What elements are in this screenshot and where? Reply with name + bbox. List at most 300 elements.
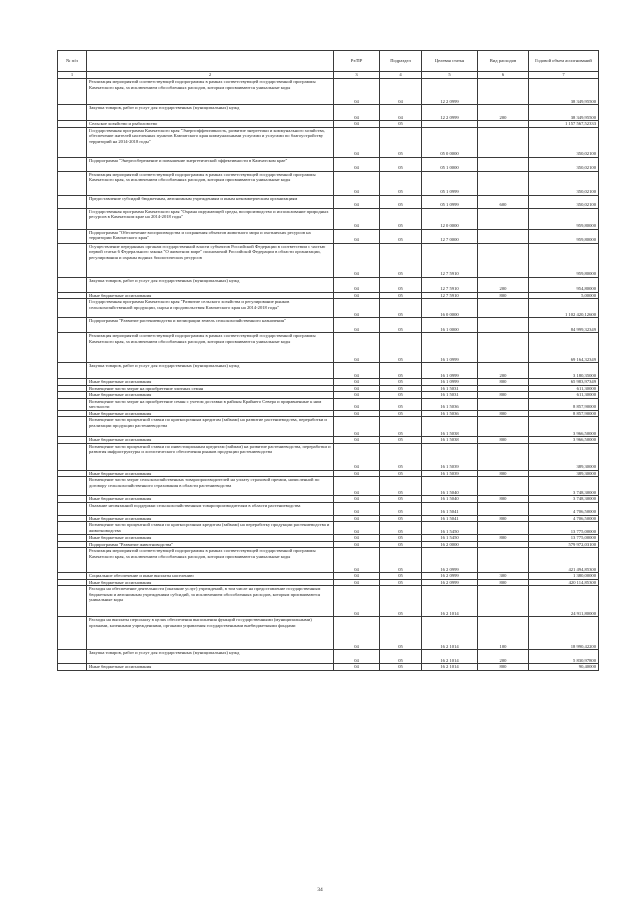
row-number-cell <box>58 617 87 650</box>
row-target-article-cell: 16 1 5040 <box>422 477 478 496</box>
page-number: 34 <box>317 887 323 893</box>
row-target-article-cell: 16 1 5031 <box>422 385 478 392</box>
row-section-cell: 04 <box>334 535 380 542</box>
row-name-cell: Иные бюджетные ассигнования <box>87 470 334 477</box>
row-target-article-cell: 05 1 0999 <box>422 195 478 208</box>
row-expense-type-cell <box>478 243 529 277</box>
row-expense-type-cell <box>478 398 529 410</box>
row-section-cell: 04 <box>334 379 380 386</box>
row-section-cell: 04 <box>334 515 380 522</box>
row-amount-cell: 389,30000 <box>529 470 599 477</box>
row-expense-type-cell <box>478 417 529 437</box>
row-subsection-cell: 05 <box>380 502 422 515</box>
row-section-cell: 04 <box>334 650 380 664</box>
row-subsection-cell: 05 <box>380 477 422 496</box>
row-number-cell <box>58 477 87 496</box>
row-amount-cell: 3 966,50000 <box>529 417 599 437</box>
row-section-cell: 04 <box>334 292 380 299</box>
row-section-cell: 04 <box>334 417 380 437</box>
row-name-cell: Реализация мероприятий соответствующей подпрограммы в рамках соответствующей государственной программы Камчатского края, за исключением обособленных расходов, которым присваиваются уникальные коды <box>87 171 334 195</box>
row-subsection-cell: 05 <box>380 243 422 277</box>
row-amount-cell: 65 983,97349 <box>529 379 599 386</box>
column-number: 3 <box>334 72 380 79</box>
row-subsection-cell: 05 <box>380 541 422 548</box>
row-amount-cell: 5,00000 <box>529 292 599 299</box>
row-target-article-cell: 16 1 5450 <box>422 535 478 542</box>
row-section-cell: 04 <box>334 586 380 617</box>
row-name-cell: Иные бюджетные ассигнования <box>87 535 334 542</box>
column-number: 4 <box>380 72 422 79</box>
row-amount-cell: 959,80000 <box>529 229 599 243</box>
row-amount-cell: 3 748,30000 <box>529 496 599 503</box>
row-target-article-cell: 16 2 1014 <box>422 617 478 650</box>
row-number-cell <box>58 229 87 243</box>
table-row <box>58 299 599 318</box>
row-expense-type-cell: 300 <box>478 573 529 580</box>
row-expense-type-cell <box>478 477 529 496</box>
row-number-cell <box>58 398 87 410</box>
table-row <box>58 586 599 617</box>
row-section-cell: 04 <box>334 541 380 548</box>
row-target-article-cell: 16 1 5031 <box>422 392 478 399</box>
row-name-cell: Возмещение части процентной ставки по краткосрочным кредитам (займам) на развитие растениеводства, переработки и реализации продукции растениеводства <box>87 417 334 437</box>
row-section-cell: 04 <box>334 522 380 535</box>
row-name-cell: Иные бюджетные ассигнования <box>87 392 334 399</box>
row-section-cell: 04 <box>334 105 380 121</box>
table-row <box>58 208 599 229</box>
column-number: 6 <box>478 72 529 79</box>
row-amount-cell: 421 494,85300 <box>529 548 599 573</box>
row-subsection-cell: 05 <box>380 617 422 650</box>
row-expense-type-cell: 800 <box>478 579 529 586</box>
row-subsection-cell: 05 <box>380 385 422 392</box>
row-subsection-cell: 05 <box>380 573 422 580</box>
row-name-cell: Закупка товаров, работ и услуг для государственных (муниципальных) нужд <box>87 277 334 292</box>
row-amount-cell: 959,80000 <box>529 243 599 277</box>
row-amount-cell: 69 164,32349 <box>529 333 599 363</box>
row-expense-type-cell: 200 <box>478 650 529 664</box>
row-subsection-cell: 05 <box>380 363 422 379</box>
row-subsection-cell: 05 <box>380 277 422 292</box>
row-name-cell: Возмещение части процентной ставки по инвестиционным кредитам (займам) на развитие растениеводства, переработки и развития инфраструктуры и логистического обеспечения рынков продукции растениеводства <box>87 443 334 470</box>
row-name-cell: Подпрограмма "Развитие растениеводства и мелиорации земель сельскохозяйственного назначения" <box>87 318 334 333</box>
row-subsection-cell: 05 <box>380 515 422 522</box>
row-target-article-cell: 05 1 0000 <box>422 157 478 171</box>
table-header-row <box>58 51 599 72</box>
row-subsection-cell: 05 <box>380 318 422 333</box>
row-target-article-cell: 16 1 0999 <box>422 363 478 379</box>
row-name-cell: Государственная программа Камчатского края "Развитие сельского хозяйства и регулирование рынков сельскохозяйственной продукции, сырья и продовольствия Камчатского края на 2014-2018 годы" <box>87 299 334 318</box>
row-target-article-cell: 16 1 5041 <box>422 502 478 515</box>
row-amount-cell: 3 180,35000 <box>529 363 599 379</box>
row-section-cell: 04 <box>334 333 380 363</box>
row-name-cell: Социальное обеспечение и иные выплаты населению <box>87 573 334 580</box>
row-expense-type-cell: 200 <box>478 277 529 292</box>
row-subsection-cell: 05 <box>380 333 422 363</box>
row-section-cell: 04 <box>334 121 380 128</box>
row-expense-type-cell: 600 <box>478 195 529 208</box>
row-number-cell <box>58 548 87 573</box>
table-row <box>58 617 599 650</box>
row-amount-cell: 8 857,90000 <box>529 398 599 410</box>
row-name-cell: Иные бюджетные ассигнования <box>87 410 334 417</box>
table-row <box>58 127 599 157</box>
row-section-cell: 04 <box>334 437 380 444</box>
row-target-article-cell: 16 1 5038 <box>422 437 478 444</box>
row-target-article-cell: 12 7 5910 <box>422 292 478 299</box>
row-number-cell <box>58 318 87 333</box>
row-number-cell <box>58 522 87 535</box>
row-name-cell: Подпрограмма "Энергосбережение и повышение энергетической эффективности в Камчатском крае" <box>87 157 334 171</box>
table-row <box>58 363 599 379</box>
table-row <box>58 171 599 195</box>
row-amount-cell: 350,02100 <box>529 127 599 157</box>
column-number-row <box>58 72 599 79</box>
row-name-cell: Возмещение части затрат на приобретение элитных семян <box>87 385 334 392</box>
row-expense-type-cell: 100 <box>478 617 529 650</box>
row-section-cell: 04 <box>334 385 380 392</box>
row-section-cell: 04 <box>334 229 380 243</box>
row-expense-type-cell <box>478 208 529 229</box>
row-name-cell: Иные бюджетные ассигнования <box>87 379 334 386</box>
row-amount-cell: 579 972,03100 <box>529 541 599 548</box>
row-target-article-cell: 16 1 5036 <box>422 398 478 410</box>
row-subsection-cell: 05 <box>380 410 422 417</box>
row-expense-type-cell: 800 <box>478 437 529 444</box>
row-name-cell: Оказание несвязанной поддержки сельскохозяйственным товаропроизводителям в области растениеводства <box>87 502 334 515</box>
row-amount-cell: 90,40000 <box>529 664 599 671</box>
row-target-article-cell: 16 1 5039 <box>422 470 478 477</box>
row-expense-type-cell <box>478 79 529 105</box>
row-target-article-cell: 16 1 5036 <box>422 410 478 417</box>
row-name-cell: Предоставление субсидий бюджетным, автономным учреждениям и иным некоммерческим организациям <box>87 195 334 208</box>
row-name-cell: Иные бюджетные ассигнования <box>87 437 334 444</box>
table-row <box>58 477 599 496</box>
table-row <box>58 398 599 410</box>
row-name-cell: Иные бюджетные ассигнования <box>87 496 334 503</box>
row-target-article-cell: 05 0 0000 <box>422 127 478 157</box>
column-number: 5 <box>422 72 478 79</box>
row-subsection-cell: 05 <box>380 664 422 671</box>
row-target-article-cell: 16 2 0999 <box>422 579 478 586</box>
row-expense-type-cell: 800 <box>478 470 529 477</box>
row-section-cell: 04 <box>334 157 380 171</box>
row-subsection-cell: 05 <box>380 171 422 195</box>
row-expense-type-cell: 200 <box>478 363 529 379</box>
row-expense-type-cell <box>478 229 529 243</box>
row-target-article-cell: 16 1 5040 <box>422 496 478 503</box>
row-expense-type-cell: 800 <box>478 379 529 386</box>
row-number-cell <box>58 195 87 208</box>
row-subsection-cell: 05 <box>380 379 422 386</box>
row-subsection-cell: 05 <box>380 650 422 664</box>
row-target-article-cell: 12 2 0999 <box>422 79 478 105</box>
row-expense-type-cell <box>478 548 529 573</box>
row-target-article-cell: 12 0 0000 <box>422 208 478 229</box>
row-section-cell: 04 <box>334 496 380 503</box>
row-number-cell <box>58 650 87 664</box>
row-expense-type-cell: 800 <box>478 664 529 671</box>
row-amount-cell: 4 706,50000 <box>529 515 599 522</box>
row-expense-type-cell <box>478 443 529 470</box>
row-name-cell: Реализация мероприятий соответствующей подпрограммы в рамках соответствующей государственной программы Камчатского края, за исключением обособленных расходов, которым присваиваются уникальные коды <box>87 79 334 105</box>
row-name-cell: Закупка товаров, работ и услуг для государственных (муниципальных) нужд <box>87 105 334 121</box>
row-name-cell: Возмещение части затрат на приобретение семян с учетом доставки в районы Крайнего Севера и приравненные к ним местности <box>87 398 334 410</box>
row-target-article-cell: 12 7 5910 <box>422 243 478 277</box>
row-section-cell: 04 <box>334 363 380 379</box>
row-amount-cell: 18 990,42200 <box>529 617 599 650</box>
row-number-cell <box>58 243 87 277</box>
row-expense-type-cell <box>478 299 529 318</box>
row-subsection-cell: 05 <box>380 195 422 208</box>
row-number-cell <box>58 208 87 229</box>
row-target-article-cell: 12 7 0000 <box>422 229 478 243</box>
row-subsection-cell: 05 <box>380 417 422 437</box>
row-target-article-cell: 12 7 5910 <box>422 277 478 292</box>
row-target-article-cell: 05 1 0999 <box>422 171 478 195</box>
row-amount-cell: 959,80000 <box>529 208 599 229</box>
row-subsection-cell: 04 <box>380 105 422 121</box>
row-target-article-cell: 16 2 1014 <box>422 650 478 664</box>
row-name-cell: Иные бюджетные ассигнования <box>87 515 334 522</box>
row-target-article-cell: 16 1 5038 <box>422 417 478 437</box>
row-section-cell: 04 <box>334 318 380 333</box>
row-name-cell: Осуществление переданных органам государственной власти субъектов Российской Федерации в соответствии с частью первой статьи 6 Федерального закона "О животном мире" полномочий Российской Федерации в области организации, регулирования и охраны водных биологических ресурсов <box>87 243 334 277</box>
row-number-cell <box>58 277 87 292</box>
row-target-article-cell: 16 1 5041 <box>422 515 478 522</box>
row-expense-type-cell <box>478 171 529 195</box>
header-section: Рз/ПР <box>334 51 380 72</box>
table-row <box>58 664 599 671</box>
header-expense-type: Вид расходов <box>478 51 529 72</box>
row-amount-cell: 1 102 420,12600 <box>529 299 599 318</box>
row-subsection-cell: 05 <box>380 299 422 318</box>
row-subsection-cell: 05 <box>380 157 422 171</box>
row-section-cell: 04 <box>334 127 380 157</box>
row-subsection-cell: 05 <box>380 535 422 542</box>
table-row <box>58 105 599 121</box>
budget-table-sheet <box>57 50 598 671</box>
table-row <box>58 650 599 664</box>
row-expense-type-cell <box>478 127 529 157</box>
budget-table <box>57 50 599 671</box>
row-expense-type-cell: 800 <box>478 392 529 399</box>
row-section-cell: 04 <box>334 299 380 318</box>
row-section-cell: 04 <box>334 477 380 496</box>
row-name-cell: Иные бюджетные ассигнования <box>87 664 334 671</box>
row-target-article-cell: 16 1 0999 <box>422 333 478 363</box>
row-amount-cell: 3 748,30000 <box>529 477 599 496</box>
row-amount-cell: 13 775,00000 <box>529 522 599 535</box>
row-subsection-cell: 05 <box>380 437 422 444</box>
row-section-cell: 04 <box>334 579 380 586</box>
table-row <box>58 548 599 573</box>
row-subsection-cell: 05 <box>380 579 422 586</box>
row-subsection-cell: 04 <box>380 79 422 105</box>
table-row <box>58 333 599 363</box>
row-subsection-cell: 05 <box>380 443 422 470</box>
table-row <box>58 195 599 208</box>
table-row <box>58 417 599 437</box>
row-name-cell: Реализация мероприятий соответствующей подпрограммы в рамках соответствующей государственной программы Камчатского края, за исключением обособленных расходов, которым присваиваются уникальные коды <box>87 333 334 363</box>
row-expense-type-cell <box>478 522 529 535</box>
row-amount-cell: 24 911,80000 <box>529 586 599 617</box>
table-row <box>58 277 599 292</box>
row-number-cell <box>58 417 87 437</box>
row-name-cell: Государственная программа Камчатского края "Энергоэффективность, развитие энергетики и коммунального хозяйства, обеспечение жителей населенных пунктов Камчатского края коммунальными услугами и услугами по благоустройству территорий на 2014-2018 годы" <box>87 127 334 157</box>
row-section-cell: 04 <box>334 617 380 650</box>
table-row <box>58 79 599 105</box>
row-section-cell: 04 <box>334 171 380 195</box>
row-amount-cell: 5 830,97800 <box>529 650 599 664</box>
row-number-cell <box>58 443 87 470</box>
row-amount-cell: 4 706,50000 <box>529 502 599 515</box>
row-amount-cell: 611,30000 <box>529 392 599 399</box>
table-row <box>58 157 599 171</box>
row-amount-cell: 38 349,95500 <box>529 79 599 105</box>
row-subsection-cell: 05 <box>380 121 422 128</box>
row-number-cell <box>58 664 87 671</box>
row-number-cell <box>58 127 87 157</box>
table-body <box>58 79 599 671</box>
row-name-cell: Возмещение части процентной ставки по краткосрочным кредитам (займам) на переработку продукции растениеводства и животноводства <box>87 522 334 535</box>
row-amount-cell: 13 775,00000 <box>529 535 599 542</box>
row-number-cell <box>58 586 87 617</box>
row-number-cell <box>58 157 87 171</box>
row-section-cell: 04 <box>334 573 380 580</box>
table-row <box>58 229 599 243</box>
row-target-article-cell: 16 0 0000 <box>422 299 478 318</box>
row-name-cell: Подпрограмма "Обеспечение воспроизводства и сохранения объектов животного мира и охотничьих ресурсов на территории Камчатского края" <box>87 229 334 243</box>
row-section-cell: 04 <box>334 79 380 105</box>
header-target-article: Целевая статья <box>422 51 478 72</box>
row-section-cell: 04 <box>334 548 380 573</box>
row-subsection-cell: 05 <box>380 392 422 399</box>
row-name-cell: Государственная программа Камчатского края "Охрана окружающей среды, воспроизводство и использование природных ресурсов в Камчатском крае на 2014-2018 годы" <box>87 208 334 229</box>
row-amount-cell: 350,02100 <box>529 157 599 171</box>
row-expense-type-cell <box>478 586 529 617</box>
row-expense-type-cell <box>478 502 529 515</box>
row-expense-type-cell: 800 <box>478 535 529 542</box>
row-section-cell: 04 <box>334 277 380 292</box>
row-amount-cell: 38 349,95500 <box>529 105 599 121</box>
header-annual-amount: Годовой объем ассигнований <box>529 51 599 72</box>
row-expense-type-cell: 800 <box>478 410 529 417</box>
row-number-cell <box>58 502 87 515</box>
row-subsection-cell: 05 <box>380 586 422 617</box>
row-number-cell <box>58 299 87 318</box>
row-amount-cell: 350,02100 <box>529 171 599 195</box>
row-name-cell: Подпрограмма "Развитие животноводства" <box>87 541 334 548</box>
row-subsection-cell: 05 <box>380 208 422 229</box>
row-target-article-cell: 16 2 0999 <box>422 573 478 580</box>
row-name-cell: Реализация мероприятий соответствующей подпрограммы в рамках соответствующей государственной программы Камчатского края, за исключением обособленных расходов, которым присваиваются уникальные коды <box>87 548 334 573</box>
row-expense-type-cell <box>478 318 529 333</box>
row-section-cell: 04 <box>334 398 380 410</box>
header-row-number: № п/п <box>58 51 87 72</box>
row-number-cell <box>58 79 87 105</box>
row-expense-type-cell: 200 <box>478 105 529 121</box>
row-expense-type-cell: 800 <box>478 496 529 503</box>
row-name-cell: Закупка товаров, работ и услуг для государственных (муниципальных) нужд <box>87 650 334 664</box>
row-amount-cell: 3 966,50000 <box>529 437 599 444</box>
header-name <box>87 51 334 72</box>
row-section-cell: 04 <box>334 410 380 417</box>
row-subsection-cell: 05 <box>380 470 422 477</box>
row-target-article-cell: 16 1 0999 <box>422 379 478 386</box>
row-expense-type-cell: 800 <box>478 515 529 522</box>
row-section-cell: 04 <box>334 243 380 277</box>
row-expense-type-cell <box>478 333 529 363</box>
row-target-article-cell: 16 1 5039 <box>422 443 478 470</box>
row-amount-cell: 84 999,32349 <box>529 318 599 333</box>
row-amount-cell: 611,30000 <box>529 385 599 392</box>
row-section-cell: 04 <box>334 195 380 208</box>
row-section-cell: 04 <box>334 664 380 671</box>
row-name-cell: Иные бюджетные ассигнования <box>87 579 334 586</box>
row-section-cell: 04 <box>334 470 380 477</box>
row-subsection-cell: 05 <box>380 548 422 573</box>
row-expense-type-cell: 800 <box>478 292 529 299</box>
row-target-article-cell: 16 2 0999 <box>422 548 478 573</box>
table-row <box>58 502 599 515</box>
row-amount-cell: 1 157 567,52333 <box>529 121 599 128</box>
row-section-cell: 04 <box>334 443 380 470</box>
row-name-cell: Расходы на обеспечение деятельности (оказание услуг) учреждений, в том числе на предоставление государственным бюджетным и автономным учреждениям субсидий, за исключением обособленных расходов, которым присваиваются уникальные коды <box>87 586 334 617</box>
row-subsection-cell: 05 <box>380 496 422 503</box>
row-subsection-cell: 05 <box>380 127 422 157</box>
row-target-article-cell: 16 1 5450 <box>422 522 478 535</box>
row-amount-cell: 8 857,90000 <box>529 410 599 417</box>
row-subsection-cell: 05 <box>380 398 422 410</box>
row-number-cell <box>58 105 87 121</box>
table-row <box>58 243 599 277</box>
row-target-article-cell: 12 2 0999 <box>422 105 478 121</box>
row-expense-type-cell <box>478 157 529 171</box>
row-target-article-cell: 16 1 0000 <box>422 318 478 333</box>
row-subsection-cell: 05 <box>380 229 422 243</box>
row-section-cell: 04 <box>334 208 380 229</box>
row-name-cell: Возмещение части затрат сельскохозяйственных товаропроизводителей на уплату страховой премии, начисленной по договору сельскохозяйственного страхования в области растениеводства <box>87 477 334 496</box>
row-name-cell: Закупка товаров, работ и услуг для государственных (муниципальных) нужд <box>87 363 334 379</box>
row-section-cell: 04 <box>334 502 380 515</box>
column-number: 1 <box>58 72 87 79</box>
table-row <box>58 522 599 535</box>
row-name-cell: Сельское хозяйство и рыболовство <box>87 121 334 128</box>
row-number-cell <box>58 363 87 379</box>
row-target-article-cell: 16 2 1014 <box>422 586 478 617</box>
row-amount-cell: 420 114,85300 <box>529 579 599 586</box>
column-number: 7 <box>529 72 599 79</box>
row-number-cell <box>58 171 87 195</box>
row-section-cell: 04 <box>334 392 380 399</box>
row-amount-cell: 954,80000 <box>529 277 599 292</box>
row-number-cell <box>58 333 87 363</box>
row-subsection-cell: 05 <box>380 292 422 299</box>
header-subsection: Подраздел <box>380 51 422 72</box>
row-amount-cell: 1 380,00000 <box>529 573 599 580</box>
row-target-article-cell: 16 2 1014 <box>422 664 478 671</box>
row-name-cell: Расходы на выплаты персоналу в целях обеспечения выполнения функций государственными (муниципальными) органами, казенными учреждениями, органами управления государственными внебюджетными фондами <box>87 617 334 650</box>
row-target-article-cell: 16 2 0000 <box>422 541 478 548</box>
table-row <box>58 318 599 333</box>
row-subsection-cell: 05 <box>380 522 422 535</box>
row-name-cell: Иные бюджетные ассигнования <box>87 292 334 299</box>
row-amount-cell: 350,02100 <box>529 195 599 208</box>
column-number: 2 <box>87 72 334 79</box>
table-row <box>58 443 599 470</box>
row-amount-cell: 389,30000 <box>529 443 599 470</box>
